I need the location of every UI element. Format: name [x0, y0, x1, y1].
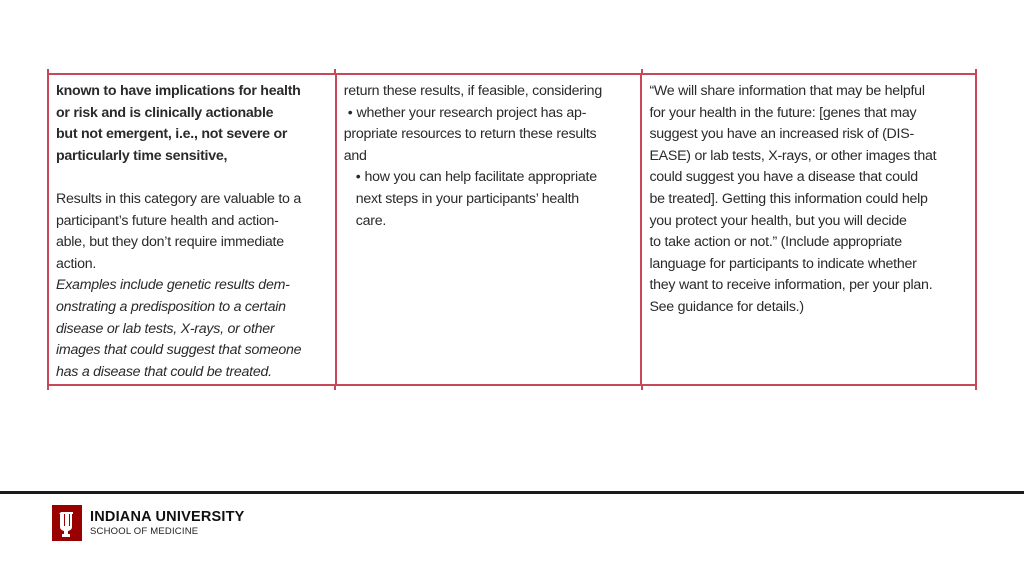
text-line: to take action or not.” (Include appropriate	[649, 234, 902, 251]
text-line: they want to receive information, per your plan.	[649, 277, 933, 294]
text-line: and	[343, 147, 367, 164]
border-tick	[47, 69, 49, 75]
text-line: next steps in your participants’ health	[355, 190, 579, 207]
guidance-table	[47, 73, 977, 386]
text-line: known to have implications for health	[56, 83, 301, 99]
table-column-recommendation	[335, 75, 641, 384]
iu-trident-icon	[52, 505, 82, 541]
text-line: onstrating a predisposition to a certain	[56, 298, 286, 315]
text-line: action.	[56, 255, 97, 272]
text-line: could suggest you have a disease that could	[649, 169, 918, 186]
category-examples	[56, 275, 329, 383]
bullet-item: • whether your research project has ap-	[347, 104, 587, 121]
category-description	[56, 189, 329, 275]
text-line: able, but they don’t require immediate	[56, 234, 284, 251]
text-line: propriate resources to return these results	[343, 126, 597, 143]
text-line: be treated]. Getting this information could help	[649, 190, 928, 207]
university-name: INDIANA UNIVERSITY	[90, 509, 245, 525]
text-line: for your health in the future: [genes that may	[649, 104, 917, 121]
border-tick	[641, 384, 643, 390]
text-line: EASE) or lab tests, X-rays, or other images that	[649, 147, 937, 164]
border-tick	[334, 69, 336, 75]
border-tick	[334, 384, 336, 390]
table-column-sample-language	[640, 75, 975, 384]
text-line: you protect your health, but you will decide	[649, 212, 907, 229]
sample-language-text	[649, 81, 969, 319]
text-line: particularly time sensitive,	[56, 147, 228, 164]
recommendation-text	[344, 81, 635, 232]
bullet-icon: •	[355, 169, 361, 186]
text-line: care.	[355, 212, 387, 229]
text-line: disease or lab tests, X-rays, or other	[56, 320, 275, 337]
bullet-item: • how you can help facilitate appropriate	[355, 169, 597, 186]
iu-trident-icon	[52, 505, 82, 541]
category-definition	[56, 81, 329, 167]
text-line: suggest you have an increased risk of (DIS-	[649, 126, 914, 143]
text-line: or risk and is clinically actionable	[56, 104, 274, 121]
footer-divider	[0, 491, 1024, 494]
text-line: Examples include genetic results dem-	[56, 277, 290, 294]
text-line: return these results, if feasible, considering	[343, 83, 602, 99]
table-column-category	[49, 75, 335, 384]
text-line: Results in this category are valuable to a	[56, 190, 302, 207]
text-line: participant’s future health and action-	[56, 212, 279, 229]
border-tick	[47, 384, 49, 390]
border-tick	[975, 69, 977, 75]
text-line: language for participants to indicate whether	[649, 255, 917, 272]
text-line: has a disease that could be treated.	[56, 363, 272, 380]
text-line: See guidance for details.)	[649, 298, 804, 315]
text-line: “We will share information that may be helpful	[649, 83, 925, 99]
school-name: SCHOOL OF MEDICINE	[90, 526, 199, 537]
border-tick	[641, 69, 643, 75]
text-line: but not emergent, i.e., not severe or	[56, 126, 288, 143]
bullet-icon: •	[347, 104, 353, 121]
text-line: images that could suggest that someone	[56, 342, 302, 359]
border-tick	[975, 384, 977, 390]
